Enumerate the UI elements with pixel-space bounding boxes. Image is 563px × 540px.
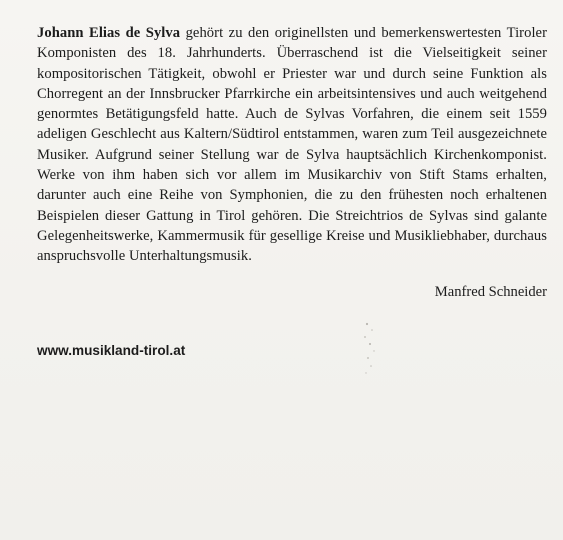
author-signature: Manfred Schneider — [434, 284, 547, 300]
article-text — [37, 23, 547, 267]
website-link[interactable]: www.musikland-tirol.at — [37, 343, 186, 358]
article-paragraph — [37, 23, 547, 267]
composer-name: Johann Elias de Sylva — [37, 25, 181, 41]
paper-speck — [358, 318, 380, 378]
article-body: gehört zu den originellsten und bemerkenswertesten Tiroler Komponisten des 18. Jahrhunderts. Überraschend ist die Vielseitigkeit seiner kompositorischen Tätigkeit, obwohl er Priester war und durch seine Funktion als Chorregent an der Innsbrucker Pfarrkirche ein arbeitsintensives und auch weitgehend genormtes Betätigungsfeld hatte. Auch de Sylvas Vorfahren, die einem seit 1559 adeligen Geschlecht aus Kaltern/Südtirol entstammen, waren zum Teil ausgezeichnete Musiker. Aufgrund seiner Stellung war de Sylva hauptsächlich Kirchenkomponist. Werke von ihm haben sich vor allem im Musikarchiv von Stift Stams erhalten, darunter auch eine Reihe von Symphonien, die zu den frühesten noch erhaltenen Beispielen dieser Gattung in Tirol gehören. Die Streichtrios de Sylvas sind galante Gelegenheitswerke, Kammermusik für gesellige Kreise und Musikliebhaber, durchaus anspruchsvolle Unterhaltungsmusik. — [37, 25, 547, 265]
